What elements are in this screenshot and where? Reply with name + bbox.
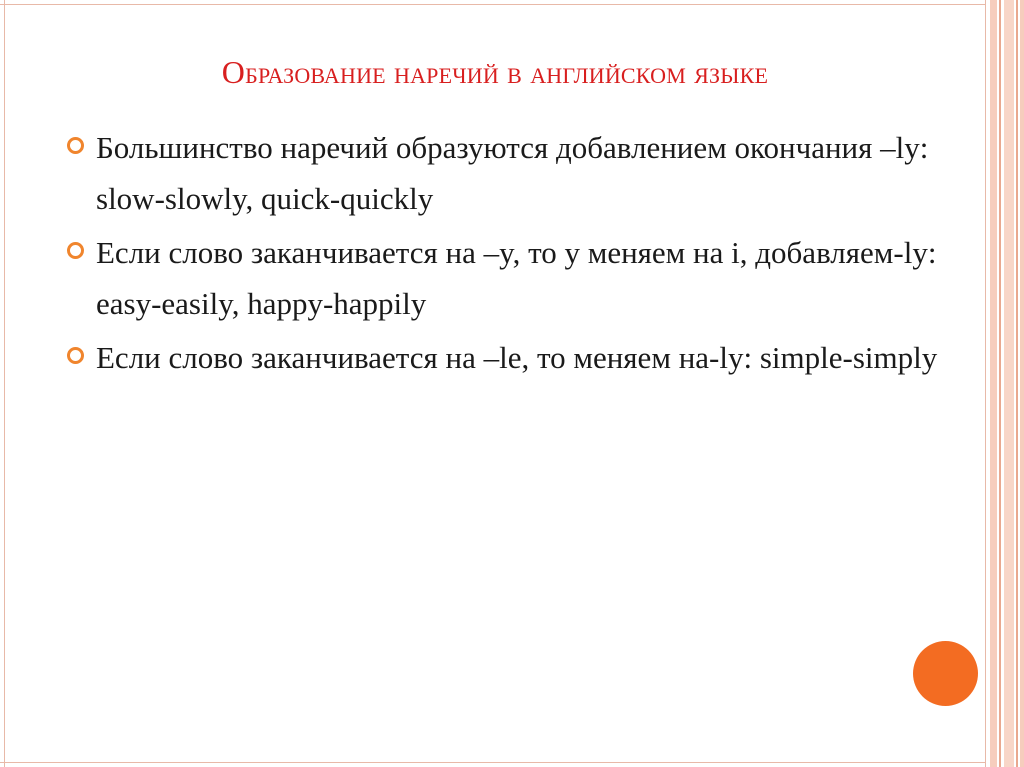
decorative-stripe [1004, 0, 1014, 767]
slide-title: Образование наречий в английском языке [221, 54, 769, 90]
bullet-text: Если слово заканчивается на –y, то y меняем на i, добавляем-ly: easy-easily, happy-happily [96, 235, 937, 321]
ring-bullet-icon [67, 347, 84, 364]
bullet-text: Если слово заканчивается на –le, то меняем на-ly: simple-simply [96, 340, 938, 375]
ring-bullet-icon [67, 242, 84, 259]
list-item [66, 122, 966, 224]
ring-bullet-icon [67, 137, 84, 154]
slide-top-border [0, 4, 985, 5]
decorative-stripe [985, 0, 986, 767]
list-item [66, 227, 966, 329]
slide-bottom-border [0, 762, 985, 763]
decorative-stripe [1016, 0, 1018, 767]
decorative-stripe [999, 0, 1001, 767]
slide-left-border [4, 0, 5, 767]
bullet-text: Большинство наречий образуются добавлением окончания –ly: slow-slowly, quick-quickly [96, 130, 929, 216]
orange-circle-icon [913, 641, 978, 706]
decorative-stripe [990, 0, 997, 767]
bullet-list [66, 122, 966, 386]
list-item [66, 332, 966, 383]
decorative-stripe [1020, 0, 1024, 767]
